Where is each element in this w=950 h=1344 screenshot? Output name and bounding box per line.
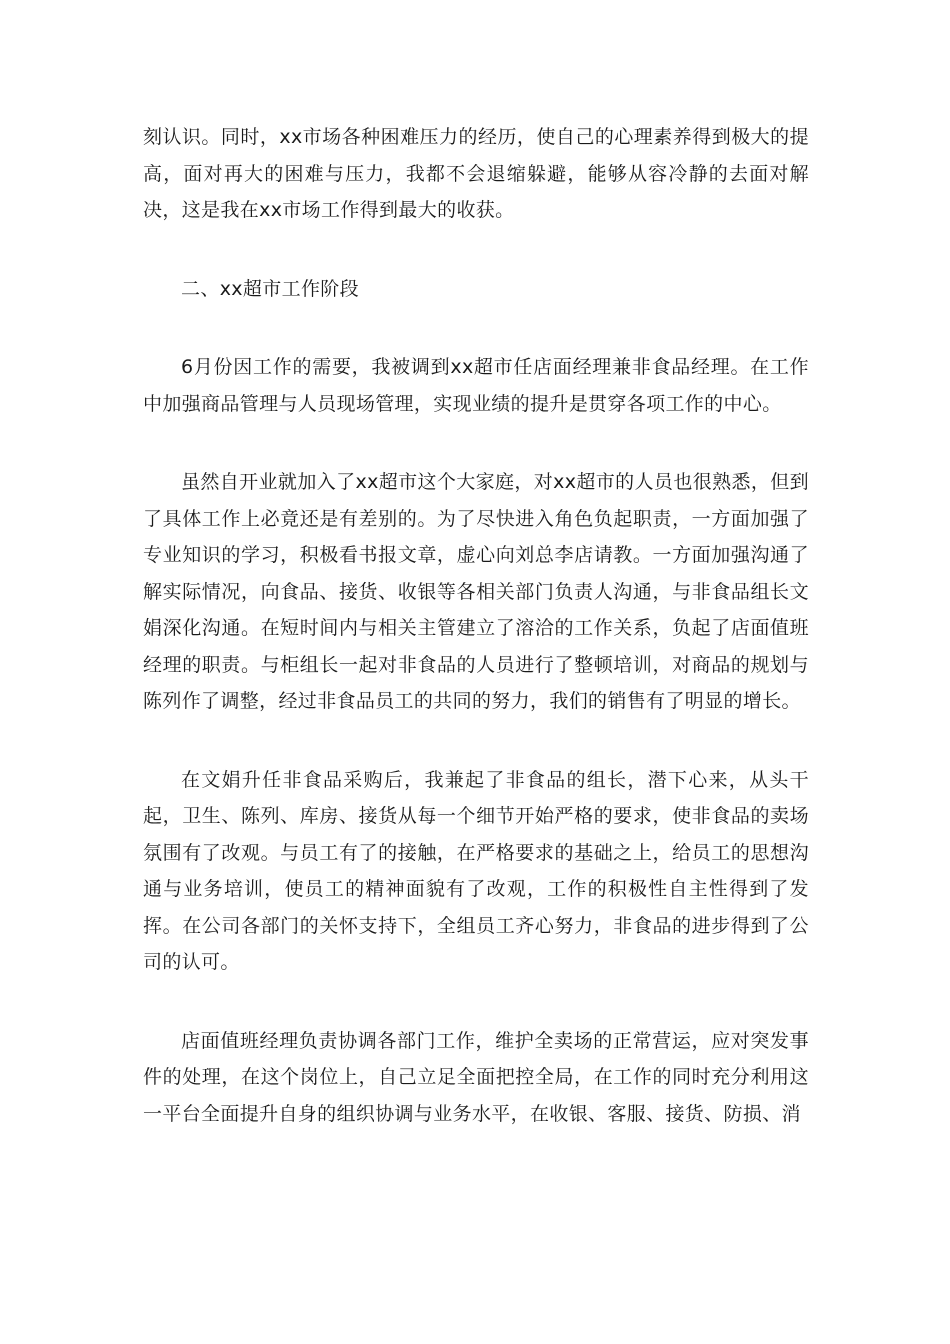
paragraph-non-food-team: 在文娟升任非食品采购后，我兼起了非食品的组长，潜下心来，从头干起，卫生、陈列、库房、接货从每一个细节开始严格的要求，使非食品的卖场氛围有了改观。与员工有了的接触，在严格要求的基础之上，给员工的思想沟通与业务培训，使员工的精神面貌有了改观，工作的积极性自主性得到了发挥。在公司各部门的关怀支持下，全组员工齐心努力，非食品的进步得到了公司的认可。 xyxy=(143,768,809,973)
paragraph-role-adaptation: 虽然自开业就加入了xx超市这个大家庭，对xx超市的人员也很熟悉，但到了具体工作上必竟还是有差别的。为了尽快进入角色负起职责，一方面加强了专业知识的学习，积极看书报文章，虚心向刘总李店请教。一方面加强沟通了解实际情况，向食品、接货、收银等各相关部门负责人沟通，与非食品组长文娟深化沟通。在短时间内与相关主管建立了溶洽的工作关系，负起了店面值班经理的职责。与柜组长一起对非食品的人员进行了整顿培训，对商品的规划与陈列作了调整，经过非食品员工的共同的努力，我们的销售有了明显的增长。 xyxy=(143,471,809,712)
section-heading-supermarket-stage: 二、xx超市工作阶段 xyxy=(181,277,359,300)
paragraph-transfer: 6月份因工作的需要，我被调到xx超市任店面经理兼非食品经理。在工作中加强商品管理与人员现场管理，实现业绩的提升是贯穿各项工作的中心。 xyxy=(143,356,809,415)
document-body xyxy=(143,119,809,1174)
paragraph-continuation: 刻认识。同时，xx市场各种困难压力的经历，使自己的心理素养得到极大的提高，面对再大的困难与压力，我都不会退缩躲避，能够从容冷静的去面对解决，这是我在xx市场工作得到最大的收获。 xyxy=(143,126,809,221)
paragraph-duty-manager: 店面值班经理负责协调各部门工作，维护全卖场的正常营运，应对突发事件的处理，在这个岗位上，自己立足全面把控全局，在工作的同时充分利用这一平台全面提升自身的组织协调与业务水平，在收银、客服、接货、防损、消 xyxy=(143,1029,809,1125)
